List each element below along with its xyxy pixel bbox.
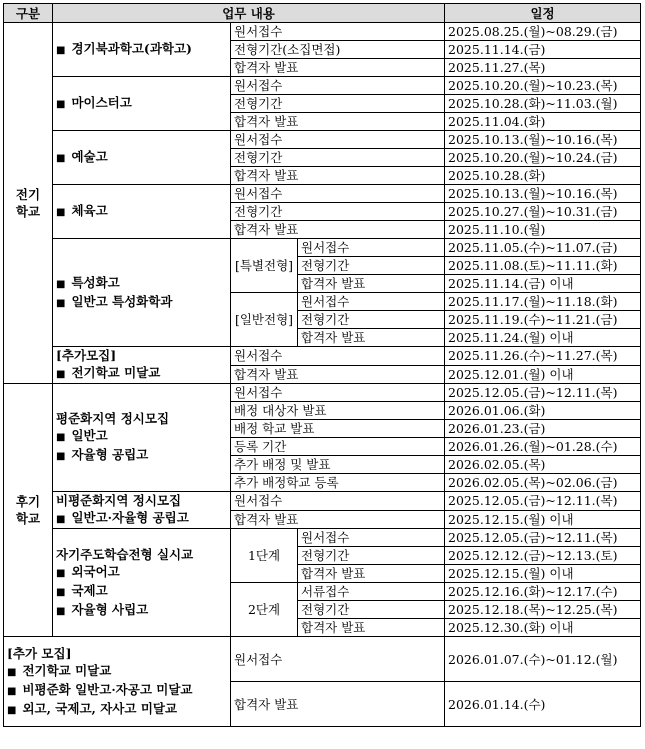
sub-label-general: [일반전형]: [231, 293, 298, 347]
group-title: [추가 모집]: [7, 645, 72, 661]
task-cell: 원서접수: [231, 23, 445, 41]
task-cell: 추가 배정 및 발표: [231, 456, 445, 474]
task-cell: 배정 대상자 발표: [231, 402, 445, 420]
sub-label-stage2: 2단계: [231, 583, 298, 637]
date-cell: 2025.11.14.(금) 이내: [445, 275, 641, 293]
group-title: [추가모집]: [56, 348, 117, 363]
task-cell: 전형기간(소집면접): [231, 41, 445, 59]
task-cell: 합격자 발표: [298, 275, 445, 293]
date-cell: 2025.10.27.(월)~10.31.(금): [445, 203, 641, 221]
task-cell: 합격자 발표: [298, 565, 445, 583]
group-line: [56, 601, 227, 620]
date-cell: 2025.12.05.(금)~12.11.(목): [445, 384, 641, 402]
date-cell: 2025.10.13.(월)~10.16.(목): [445, 131, 641, 149]
group-science-high: [53, 23, 231, 77]
date-cell: 2025.11.10.(월): [445, 221, 641, 239]
date-cell: 2026.02.05.(목): [445, 456, 641, 474]
bullet-icon: ■: [56, 297, 66, 309]
date-cell: 2025.12.30.(화) 이내: [445, 619, 641, 637]
group-title: 평준화지역 정시모집: [56, 411, 170, 426]
date-cell: 2026.02.05.(목)~02.06.(금): [445, 474, 641, 492]
date-cell: 2025.11.17.(월)~11.18.(화): [445, 293, 641, 311]
date-cell: 2026.01.14.(수): [445, 682, 641, 727]
date-cell: 2025.11.14.(금): [445, 41, 641, 59]
date-cell: 2025.12.18.(목)~12.25.(목): [445, 601, 641, 619]
bullet-icon: ■: [56, 278, 66, 290]
schedule-table: [3, 3, 641, 727]
date-cell: 2026.01.23.(금): [445, 420, 641, 438]
date-cell: 2025.12.15.(월) 이내: [445, 565, 641, 583]
date-cell: 2025.10.13.(월)~10.16.(목): [445, 185, 641, 203]
task-cell: 추가 배정학교 등록: [231, 474, 445, 492]
table-row: [4, 637, 641, 682]
task-cell: 원서접수: [231, 131, 445, 149]
category-late-line: 후기: [15, 494, 41, 509]
task-cell: 서류접수: [298, 583, 445, 601]
bullet-icon: ■: [56, 514, 66, 525]
task-cell: 원서접수: [298, 529, 445, 547]
header-row: [4, 4, 641, 23]
date-cell: 2025.11.24.(월) 이내: [445, 329, 641, 347]
task-cell: 배정 학교 발표: [231, 420, 445, 438]
task-cell: 원서접수: [231, 185, 445, 203]
bullet-icon: ■: [7, 666, 17, 678]
task-cell: 전형기간: [298, 311, 445, 329]
group-name: 경기북과학고(과학고): [71, 41, 192, 56]
date-cell: 2025.12.05.(금)~12.11.(목): [445, 529, 641, 547]
group-name: 마이스터고: [71, 95, 132, 110]
task-cell: 합격자 발표: [298, 619, 445, 637]
table-row: [4, 492, 641, 511]
task-cell: 합격자 발표: [231, 221, 445, 239]
date-cell: 2025.12.01.(월) 이내: [445, 365, 641, 384]
task-cell: 합격자 발표: [231, 113, 445, 131]
category-early: [4, 23, 53, 384]
date-cell: 2025.12.15.(월) 이내: [445, 510, 641, 529]
date-cell: 2025.12.05.(금)~12.11.(목): [445, 492, 641, 511]
task-cell: 전형기간: [231, 95, 445, 113]
task-cell: 원서접수: [231, 492, 445, 511]
task-cell: 합격자 발표: [231, 59, 445, 77]
date-cell: 2026.01.07.(수)~01.12.(월): [445, 637, 641, 682]
task-cell: 원서접수: [298, 239, 445, 257]
header-task: 업무 내용: [53, 4, 445, 23]
group-meister-high: [53, 77, 231, 131]
task-cell: 합격자 발표: [298, 329, 445, 347]
group-specialized-high: [53, 239, 231, 347]
table-row: [4, 185, 641, 203]
group-line: [56, 274, 227, 293]
date-cell: 2025.11.26.(수)~11.27.(목): [445, 347, 641, 366]
group-name: 예술고: [71, 149, 108, 164]
bullet-icon: ■: [56, 605, 66, 617]
group-name: 자율형 공립고: [71, 447, 149, 462]
date-cell: 2026.01.06.(화): [445, 402, 641, 420]
date-cell: 2025.12.12.(금)~12.13.(토): [445, 547, 641, 565]
group-name: 일반고 특성화학과: [71, 293, 173, 309]
sub-label-stage1: 1단계: [231, 529, 298, 583]
group-line: [56, 427, 227, 446]
group-name: 외고, 국제고, 자사고 미달교: [22, 700, 178, 716]
group-name: 일반고: [71, 428, 108, 443]
date-cell: 2025.11.27.(목): [445, 59, 641, 77]
task-cell: 원서접수: [298, 293, 445, 311]
group-line: [56, 446, 227, 465]
group-line: [56, 364, 227, 383]
bullet-icon: ■: [56, 567, 66, 579]
task-cell: 원서접수: [231, 637, 445, 682]
bullet-icon: ■: [56, 586, 66, 598]
group-sports-high: [53, 185, 231, 239]
date-cell: 2025.11.08.(토)~11.11.(화): [445, 257, 641, 275]
date-cell: 2025.10.20.(월)~10.24.(금): [445, 149, 641, 167]
task-cell: 전형기간: [298, 601, 445, 619]
group-name: 전기학교 미달교: [22, 662, 112, 678]
group-name: 전기학교 미달교: [71, 365, 161, 380]
category-late-line: 학교: [15, 511, 41, 526]
task-cell: 합격자 발표: [231, 510, 445, 529]
task-cell: 원서접수: [231, 77, 445, 95]
bullet-icon: ■: [56, 451, 66, 462]
bullet-icon: ■: [56, 153, 66, 164]
task-cell: 합격자 발표: [231, 365, 445, 384]
group-title: 비평준화지역 정시모집: [56, 493, 182, 508]
bullet-icon: ■: [56, 207, 66, 218]
group-non-equalized-area: [53, 492, 231, 529]
group-equalized-area: [53, 384, 231, 492]
group-name: 체육고: [71, 203, 108, 218]
bullet-icon: ■: [56, 45, 66, 56]
category-late: [4, 384, 53, 637]
task-cell: 합격자 발표: [231, 682, 445, 727]
bullet-icon: ■: [56, 99, 66, 110]
date-cell: 2025.10.28.(화): [445, 167, 641, 185]
bullet-icon: ■: [7, 704, 17, 716]
group-line: [7, 700, 227, 719]
group-line: [56, 509, 227, 528]
date-cell: 2026.01.26.(월)~01.28.(수): [445, 438, 641, 456]
group-additional: [4, 637, 231, 727]
date-cell: 2025.11.19.(수)~11.21.(금): [445, 311, 641, 329]
task-cell: 전형기간: [298, 257, 445, 275]
task-cell: 전형기간: [231, 203, 445, 221]
task-cell: 합격자 발표: [231, 167, 445, 185]
date-cell: 2025.10.28.(화)~11.03.(월): [445, 95, 641, 113]
bullet-icon: ■: [7, 685, 17, 697]
category-early-line: 학교: [15, 204, 41, 219]
bullet-icon: ■: [56, 369, 66, 380]
table-row: [4, 131, 641, 149]
group-name: 외국어고: [71, 563, 120, 579]
table-row: [4, 529, 641, 547]
table-row: [4, 77, 641, 95]
header-schedule: 일정: [445, 4, 641, 23]
date-cell: 2025.10.20.(월)~10.23.(목): [445, 77, 641, 95]
table-row: [4, 347, 641, 366]
date-cell: 2025.08.25.(월)~08.29.(금): [445, 23, 641, 41]
group-line: [56, 582, 227, 601]
task-cell: 전형기간: [298, 547, 445, 565]
group-line: [56, 563, 227, 582]
category-early-line: 전기: [15, 187, 41, 202]
group-line: [7, 662, 227, 681]
table-row: [4, 23, 641, 41]
table-row: [4, 384, 641, 402]
group-self-directed: [53, 529, 231, 637]
sub-label-special: [특별전형]: [231, 239, 298, 293]
task-cell: 원서접수: [231, 347, 445, 366]
group-arts-high: [53, 131, 231, 185]
group-name: 자율형 사립고: [71, 601, 149, 617]
group-early-additional: [53, 347, 231, 384]
group-line: [7, 681, 227, 700]
group-line: [56, 293, 227, 312]
group-name: 특성화고: [71, 274, 120, 290]
task-cell: 등록 기간: [231, 438, 445, 456]
group-name: 일반고·자율형 공립고: [71, 510, 189, 525]
group-name: 국제고: [71, 582, 108, 598]
group-name: 비평준화 일반고·자공고 미달교: [22, 681, 193, 697]
table-row: [4, 239, 641, 257]
task-cell: 원서접수: [231, 384, 445, 402]
date-cell: 2025.11.04.(화): [445, 113, 641, 131]
date-cell: 2025.12.16.(화)~12.17.(수): [445, 583, 641, 601]
bullet-icon: ■: [56, 432, 66, 443]
group-title: 자기주도학습전형 실시교: [56, 546, 194, 562]
date-cell: 2025.11.05.(수)~11.07.(금): [445, 239, 641, 257]
header-category: 구분: [4, 4, 53, 23]
task-cell: 전형기간: [231, 149, 445, 167]
